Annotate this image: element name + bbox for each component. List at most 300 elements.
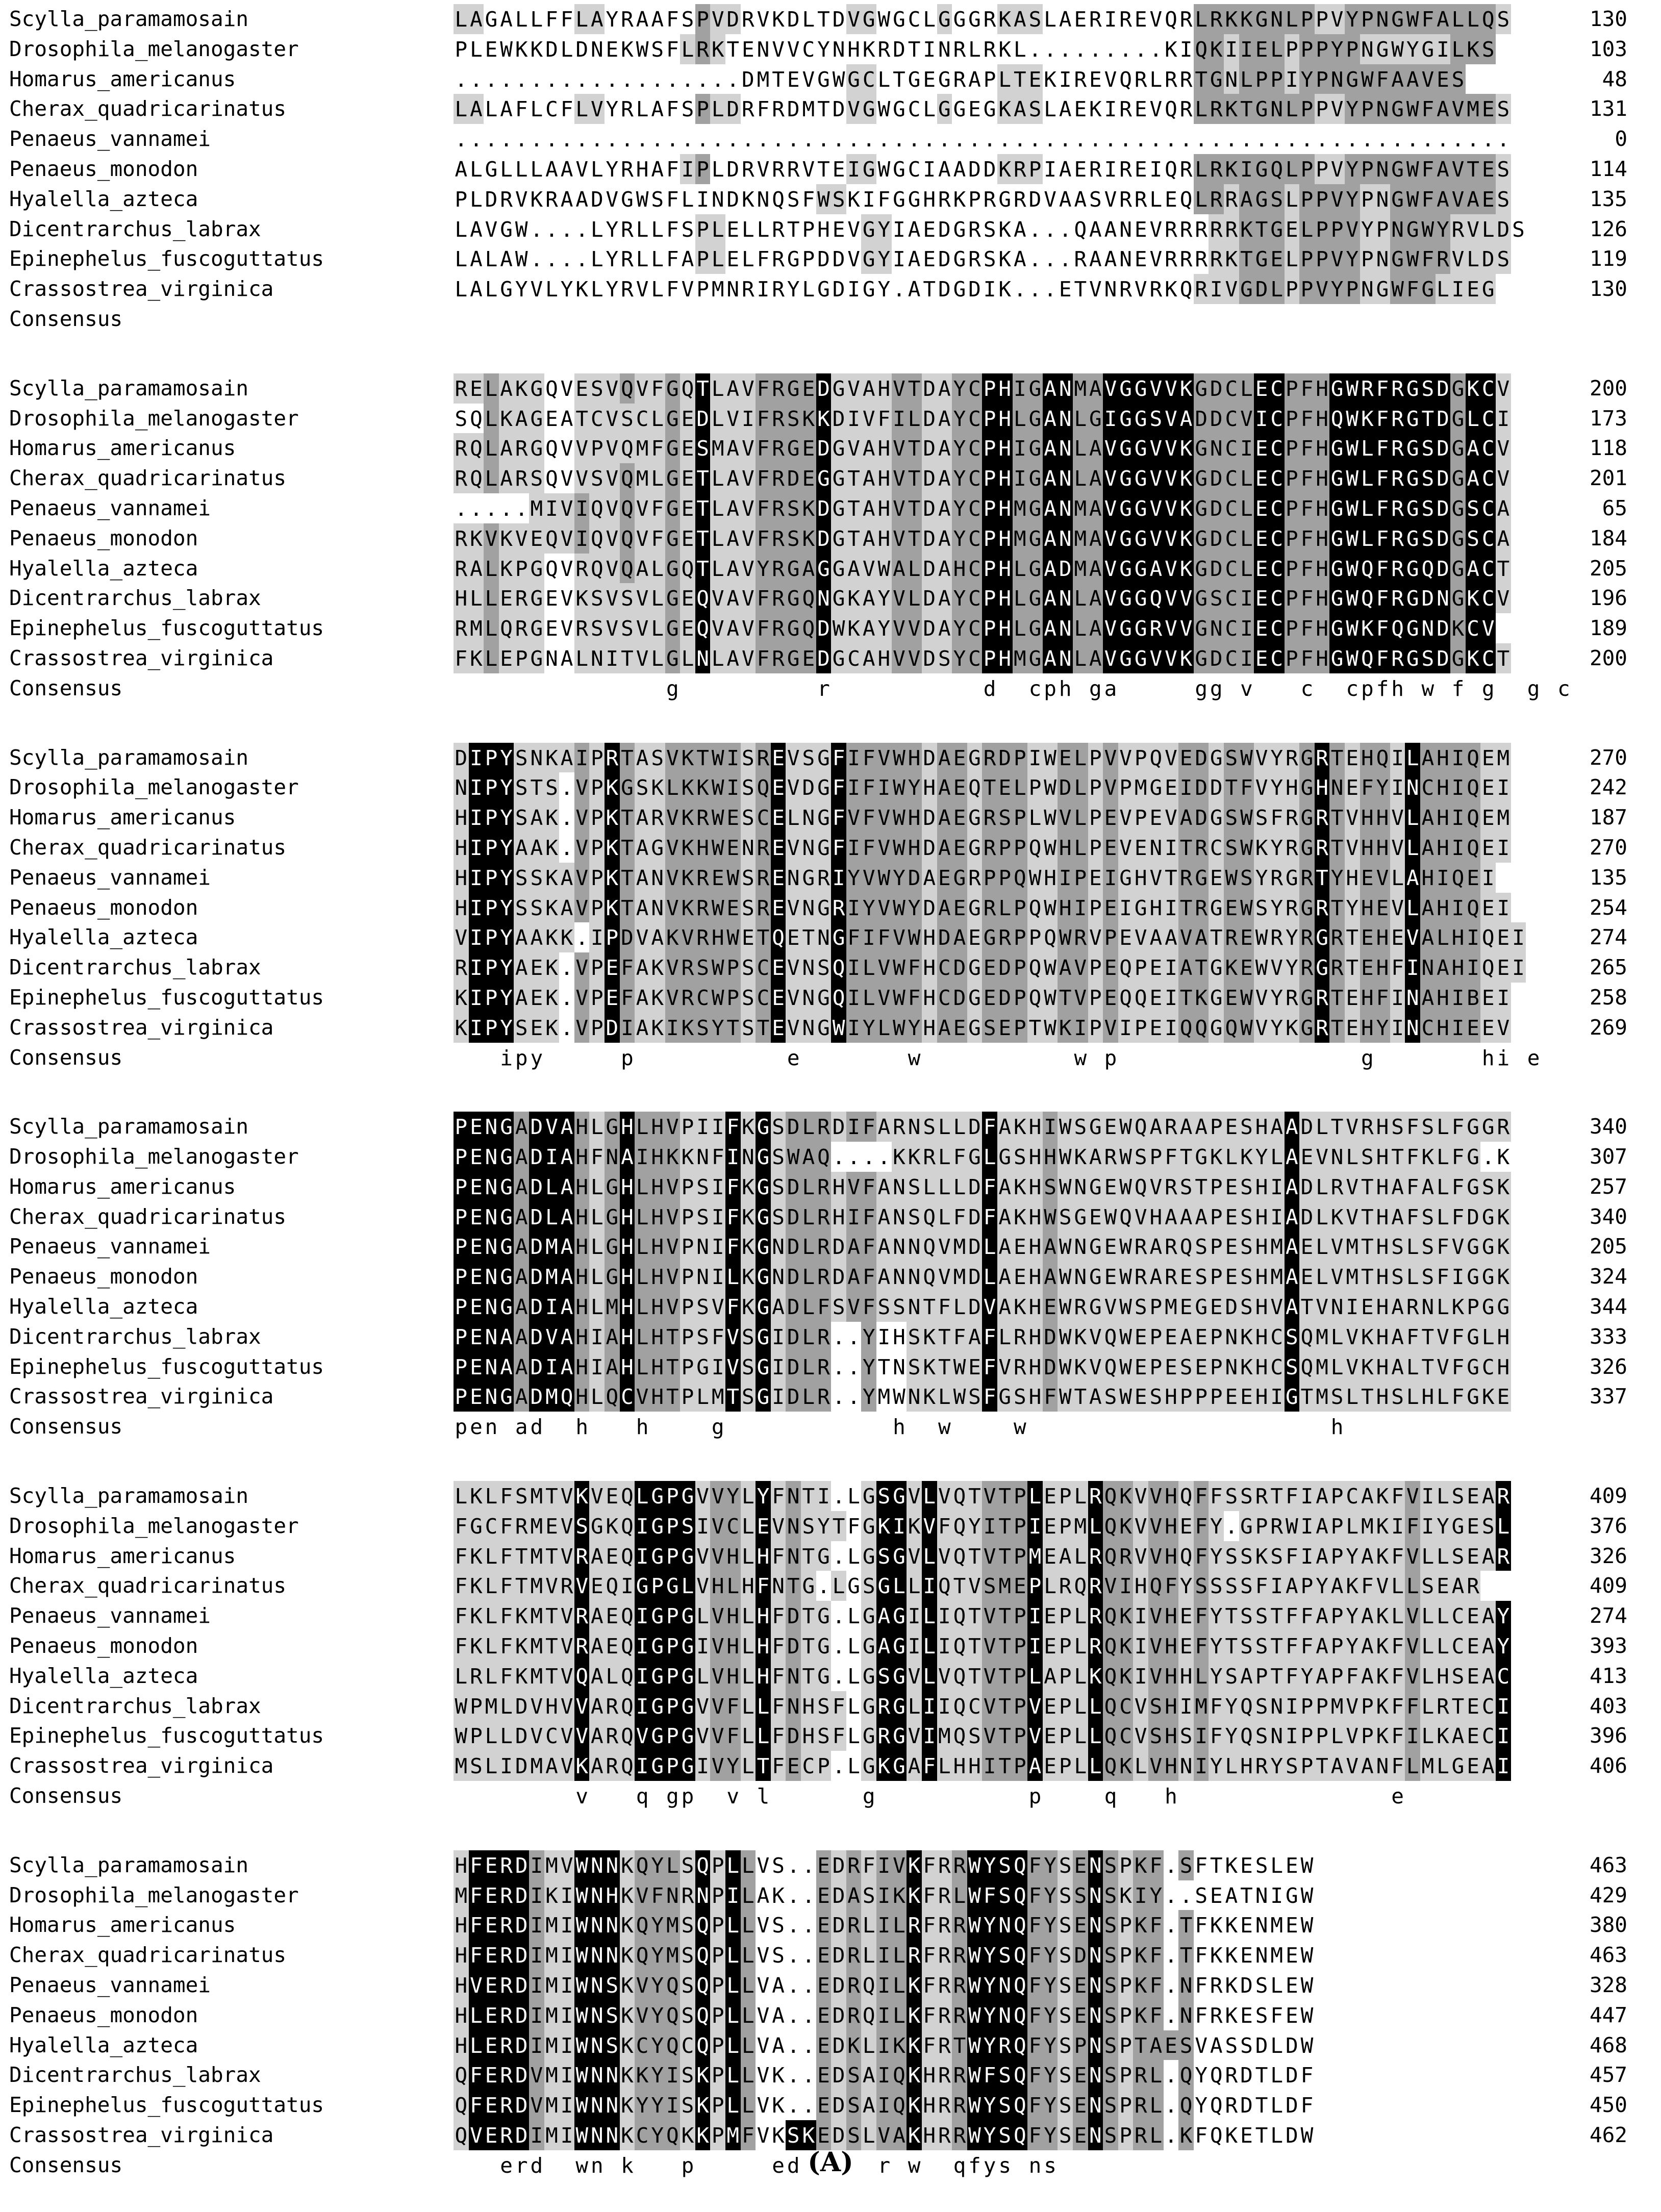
residue-cell: A: [1043, 404, 1058, 434]
residue-cell: V: [1148, 1601, 1164, 1631]
residue-cell: E: [1073, 1850, 1088, 1880]
residue-position-number: 184: [1589, 525, 1627, 550]
residue-cell: R: [545, 187, 558, 212]
residue-cell: Q: [1013, 2090, 1028, 2120]
residue-cell: A: [1194, 922, 1209, 952]
residue-cell: V: [1073, 952, 1088, 983]
residue-cell: K: [620, 1880, 635, 1911]
residue-cell: R: [605, 1751, 620, 1781]
residue-cell: E: [1103, 893, 1118, 923]
residue-cell: K: [665, 922, 681, 952]
residue-cell: L: [1269, 34, 1285, 64]
residue-cell: G: [847, 1574, 860, 1599]
residue-cell: S: [1239, 1231, 1254, 1262]
consensus-row: [0, 1043, 1661, 1073]
residue-cell: L: [922, 1172, 937, 1202]
residue-cell: G: [1420, 274, 1436, 304]
residue-cell: S: [1285, 1751, 1300, 1781]
residue-cell: I: [937, 1601, 952, 1631]
residue-cell: A: [575, 187, 589, 212]
residue-cell: F: [982, 2060, 997, 2090]
residue-cell: A: [560, 406, 573, 431]
alignment-row: [0, 34, 1661, 64]
residue-cell: K: [544, 802, 560, 833]
residue-cell: S: [1450, 1541, 1466, 1571]
residue-cell: Y: [877, 277, 891, 302]
residue-cell: E: [680, 583, 695, 613]
residue-cell: I: [574, 523, 590, 554]
residue-cell: V: [560, 586, 573, 611]
residue-cell: S: [680, 1511, 695, 1541]
residue-cell: Q: [1178, 1481, 1194, 1511]
residue-cell: V: [1103, 643, 1118, 673]
residue-cell: Y: [650, 2000, 665, 2030]
residue-cell: K: [801, 404, 816, 434]
residue-cell: L: [650, 404, 665, 434]
residue-cell: M: [1345, 1231, 1360, 1262]
residue-cell: P: [1315, 4, 1330, 34]
consensus-cell: v: [726, 1784, 740, 1809]
residue-cell: H: [741, 1571, 756, 1601]
residue-cell: G: [1405, 463, 1420, 493]
residue-cell: F: [982, 1352, 997, 1382]
residue-cell: S: [529, 463, 544, 493]
residue-cell: D: [922, 433, 937, 463]
consensus-cell: k: [621, 2153, 634, 2178]
residue-cell: S: [741, 893, 756, 923]
residue-cell: G: [665, 433, 681, 463]
residue-cell: L: [1073, 802, 1088, 833]
residue-cell: V: [892, 493, 907, 523]
residue-cell: K: [469, 1571, 484, 1601]
residue-cell: E: [1133, 1352, 1148, 1382]
residue-cell: S: [741, 1352, 756, 1382]
residue-cell: Q: [1390, 613, 1405, 643]
residue-cell: I: [1269, 1571, 1285, 1601]
residue-cell: V: [1148, 1631, 1164, 1661]
residue-cell: G: [756, 1322, 771, 1352]
residue-cell: A: [997, 1112, 1013, 1142]
residue-cell: D: [786, 1322, 801, 1352]
residue-cell: P: [1058, 1631, 1073, 1661]
residue-cell: R: [574, 554, 590, 584]
residue-cell: S: [620, 404, 635, 434]
residue-cell: L: [574, 94, 590, 124]
residue-cell: A: [1043, 523, 1058, 554]
residue-cell: R: [680, 983, 695, 1013]
residue-cell: S: [772, 1913, 785, 1938]
residue-cell: S: [695, 433, 711, 463]
residue-cell: V: [757, 2093, 770, 2118]
residue-cell: R: [952, 2090, 967, 2120]
residue-cell: .: [1104, 127, 1117, 152]
residue-cell: .: [621, 127, 634, 152]
alignment-row: [0, 983, 1661, 1013]
residue-cell: A: [1194, 1202, 1209, 1232]
taxon-label: Scylla_paramamosain: [9, 745, 248, 770]
residue-cell: G: [1027, 373, 1043, 404]
residue-cell: A: [968, 67, 981, 92]
residue-cell: A: [1285, 1142, 1300, 1172]
residue-cell: G: [605, 1262, 620, 1292]
residue-cell: R: [1209, 214, 1224, 244]
residue-cell: N: [589, 2000, 605, 2030]
consensus-cell: [1013, 1781, 1028, 1811]
consensus-cell: [1178, 1781, 1194, 1811]
residue-position-number: 396: [1589, 1723, 1627, 1748]
residue-cell: S: [786, 493, 801, 523]
residue-cell: L: [741, 2090, 756, 2120]
residue-cell: I: [469, 802, 484, 833]
residue-cell: A: [861, 2060, 876, 2090]
residue-cell: H: [725, 1601, 741, 1631]
residue-cell: T: [1496, 554, 1511, 584]
residue-cell: R: [1285, 833, 1300, 863]
residue-cell: A: [529, 922, 544, 952]
residue-cell: G: [861, 1751, 876, 1781]
residue-cell: C: [1269, 404, 1285, 434]
residue-cell: D: [952, 983, 967, 1013]
residue-cell: Q: [1103, 1322, 1118, 1352]
residue-cell: Q: [816, 1142, 832, 1172]
residue-cell: V: [559, 1751, 574, 1781]
residue-cell: M: [544, 1381, 560, 1412]
residue-cell: T: [544, 1541, 560, 1571]
residue-cell: F: [725, 1721, 741, 1751]
residue-cell: P: [1209, 1172, 1224, 1202]
residue-cell: .: [515, 67, 528, 92]
residue-cell: M: [710, 1381, 725, 1412]
residue-cell: S: [771, 1112, 786, 1142]
residue-cell: V: [757, 2003, 770, 2028]
residue-cell: L: [1436, 922, 1451, 952]
residue-cell: .: [877, 127, 891, 152]
residue-cell: W: [1300, 2003, 1314, 2028]
residue-cell: L: [605, 1661, 620, 1691]
residue-cell: F: [515, 97, 528, 122]
residue-cell: E: [469, 1112, 484, 1142]
residue-cell: L: [590, 217, 603, 242]
residue-cell: V: [1148, 523, 1164, 554]
residue-cell: S: [514, 772, 529, 802]
residue-cell: G: [1329, 493, 1345, 523]
residue-cell: F: [802, 187, 815, 212]
residue-cell: T: [725, 1013, 741, 1043]
residue-cell: V: [1103, 583, 1118, 613]
residue-cell: L: [635, 1292, 650, 1322]
residue-cell: K: [998, 37, 1012, 62]
residue-cell: G: [892, 1541, 907, 1571]
residue-cell: P: [1315, 214, 1330, 244]
residue-cell: V: [1133, 1691, 1148, 1721]
consensus-cell: [1239, 1781, 1254, 1811]
residue-cell: R: [772, 157, 785, 182]
residue-cell: I: [529, 1850, 544, 1880]
residue-cell: G: [953, 97, 966, 122]
residue-cell: G: [1329, 523, 1345, 554]
residue-cell: .: [1044, 277, 1056, 302]
residue-cell: N: [605, 2090, 620, 2120]
residue-cell: A: [635, 554, 650, 584]
residue-cell: S: [741, 1381, 756, 1412]
residue-cell: S: [1209, 583, 1224, 613]
residue-cell: V: [710, 1661, 725, 1691]
residue-cell: Q: [665, 2120, 681, 2150]
sequence-residues: [454, 983, 1511, 1013]
residue-cell: K: [907, 2030, 922, 2060]
residue-cell: G: [499, 1172, 514, 1202]
residue-cell: D: [786, 1112, 801, 1142]
residue-cell: W: [832, 67, 845, 92]
residue-cell: F: [922, 1751, 937, 1781]
residue-cell: D: [1496, 214, 1511, 244]
residue-cell: V: [876, 743, 892, 773]
residue-cell: Y: [907, 893, 922, 923]
residue-cell: F: [982, 1112, 997, 1142]
residue-cell: F: [1194, 1541, 1209, 1571]
residue-cell: A: [1178, 952, 1194, 983]
residue-cell: H: [454, 2030, 469, 2060]
residue-cell: W: [1118, 1112, 1134, 1142]
residue-cell: G: [1480, 1262, 1496, 1292]
residue-cell: E: [1240, 1853, 1253, 1878]
residue-cell: W: [574, 1880, 590, 1911]
residue-cell: G: [967, 1013, 983, 1043]
residue-cell: V: [665, 983, 681, 1013]
residue-cell: N: [1255, 1913, 1268, 1938]
residue-cell: E: [605, 1541, 620, 1571]
residue-cell: .: [1028, 37, 1042, 62]
residue-cell: L: [1073, 433, 1088, 463]
consensus-cell: h: [1059, 676, 1072, 701]
residue-cell: G: [876, 1571, 892, 1601]
residue-cell: N: [757, 37, 770, 62]
residue-cell: H: [876, 643, 892, 673]
residue-cell: I: [469, 983, 484, 1013]
residue-cell: F: [982, 1202, 997, 1232]
residue-cell: K: [499, 523, 514, 554]
residue-cell: Q: [1420, 554, 1436, 584]
residue-cell: L: [1285, 94, 1300, 124]
residue-cell: H: [756, 1541, 771, 1571]
residue-cell: E: [1043, 1751, 1058, 1781]
residue-cell: N: [757, 187, 770, 212]
residue-cell: S: [605, 2030, 620, 2060]
residue-cell: N: [892, 1202, 907, 1232]
residue-cell: I: [589, 1352, 605, 1382]
residue-cell: D: [922, 613, 937, 643]
residue-cell: Y: [650, 1970, 665, 2000]
residue-cell: Q: [695, 1850, 711, 1880]
residue-cell: V: [1148, 1172, 1164, 1202]
residue-cell: .: [1044, 127, 1056, 152]
consensus-cell: [589, 1781, 605, 1811]
consensus-cell: [922, 1412, 937, 1442]
residue-cell: W: [454, 1721, 469, 1751]
residue-cell: D: [786, 1262, 801, 1292]
residue-cell: T: [1390, 1142, 1405, 1172]
residue-cell: P: [1133, 743, 1148, 773]
residue-cell: D: [831, 1231, 846, 1262]
residue-cell: F: [1148, 1970, 1164, 2000]
residue-cell: I: [1239, 34, 1254, 64]
residue-cell: R: [469, 1661, 484, 1691]
residue-cell: L: [635, 1322, 650, 1352]
residue-cell: D: [816, 523, 832, 554]
residue-cell: F: [560, 97, 573, 122]
residue-cell: F: [469, 2090, 484, 2120]
residue-cell: V: [559, 1631, 574, 1661]
residue-cell: G: [982, 922, 997, 952]
residue-cell: F: [725, 1691, 741, 1721]
residue-cell: R: [816, 1231, 832, 1262]
residue-cell: T: [846, 463, 862, 493]
residue-cell: D: [831, 1910, 846, 1940]
residue-cell: S: [1103, 1940, 1118, 1970]
residue-cell: Y: [1209, 1511, 1224, 1541]
consensus-cell: [1269, 1781, 1285, 1811]
residue-cell: P: [710, 2120, 725, 2150]
residue-cell: F: [666, 157, 679, 182]
residue-cell: Y: [1345, 893, 1360, 923]
residue-cell: Q: [1466, 772, 1481, 802]
residue-cell: G: [680, 1631, 695, 1661]
residue-cell: Y: [650, 2090, 665, 2120]
residue-cell: .: [455, 67, 468, 92]
residue-cell: F: [1405, 1202, 1420, 1232]
consensus-cell: [1299, 1781, 1315, 1811]
residue-cell: P: [1329, 1631, 1345, 1661]
residue-cell: L: [741, 1661, 756, 1691]
residue-cell: F: [1299, 523, 1315, 554]
residue-cell: A: [937, 433, 952, 463]
residue-cell: V: [544, 1112, 560, 1142]
residue-cell: S: [1224, 802, 1239, 833]
residue-cell: A: [772, 1973, 785, 1998]
residue-cell: G: [485, 157, 498, 182]
residue-cell: I: [710, 1202, 725, 1232]
residue-cell: H: [922, 922, 937, 952]
residue-cell: A: [559, 1231, 574, 1262]
residue-cell: T: [1178, 1910, 1194, 1940]
residue-cell: K: [997, 94, 1013, 124]
residue-cell: L: [500, 157, 513, 182]
consensus-cell: [786, 673, 801, 703]
residue-cell: .: [847, 1354, 860, 1379]
residue-cell: D: [529, 1381, 544, 1412]
residue-cell: .: [575, 127, 589, 152]
residue-cell: Q: [1165, 97, 1177, 122]
residue-cell: .: [1481, 1145, 1495, 1170]
residue-cell: R: [1315, 1013, 1330, 1043]
residue-cell: R: [1390, 404, 1405, 434]
residue-cell: L: [1315, 1231, 1330, 1262]
residue-cell: G: [1345, 64, 1360, 94]
residue-cell: L: [1027, 1661, 1043, 1691]
residue-cell: N: [484, 1112, 499, 1142]
residue-cell: R: [1390, 643, 1405, 673]
residue-cell: P: [1118, 1970, 1134, 2000]
residue-cell: R: [1013, 154, 1028, 184]
residue-cell: H: [620, 1292, 635, 1322]
residue-cell: G: [1466, 1112, 1481, 1142]
residue-cell: N: [665, 1880, 681, 1911]
residue-cell: R: [1329, 1172, 1345, 1202]
residue-cell: R: [772, 217, 785, 242]
residue-cell: E: [1285, 1853, 1298, 1878]
residue-cell: L: [1270, 2063, 1283, 2088]
residue-cell: S: [1390, 1231, 1405, 1262]
residue-cell: R: [952, 1940, 967, 1970]
residue-cell: G: [861, 1511, 876, 1541]
residue-cell: .: [530, 127, 543, 152]
residue-cell: N: [1269, 4, 1285, 34]
residue-cell: R: [967, 863, 983, 893]
residue-cell: C: [1224, 523, 1239, 554]
residue-cell: A: [997, 1231, 1013, 1262]
residue-cell: H: [1375, 922, 1390, 952]
consensus-cell: [725, 1043, 741, 1073]
residue-cell: T: [1224, 1631, 1239, 1661]
sequence-residues: [454, 1751, 1511, 1781]
residue-cell: A: [876, 1202, 892, 1232]
residue-cell: P: [1118, 772, 1134, 802]
residue-cell: .: [832, 1634, 845, 1659]
residue-cell: I: [635, 1142, 650, 1172]
alignment-row: [0, 643, 1661, 673]
residue-cell: .: [832, 1754, 845, 1779]
residue-cell: E: [832, 157, 845, 182]
residue-cell: C: [1480, 554, 1496, 584]
residue-cell: T: [831, 1511, 846, 1541]
residue-cell: H: [650, 1262, 665, 1292]
residue-cell: F: [1194, 1511, 1209, 1541]
residue-cell: N: [1329, 1292, 1345, 1322]
consensus-cell: [1329, 1043, 1345, 1073]
residue-cell: E: [484, 2030, 499, 2060]
residue-cell: S: [1224, 1571, 1239, 1601]
residue-cell: S: [1027, 4, 1043, 34]
residue-cell: Y: [1269, 983, 1285, 1013]
residue-cell: V: [1390, 833, 1405, 863]
residue-cell: T: [1194, 952, 1209, 983]
residue-cell: Q: [922, 1231, 937, 1262]
residue-cell: Q: [1103, 1721, 1118, 1751]
residue-cell: G: [1466, 1262, 1481, 1292]
residue-cell: .: [1119, 37, 1132, 62]
sequence-residues: [454, 1381, 1511, 1412]
residue-cell: N: [893, 1354, 905, 1379]
residue-cell: I: [876, 2060, 892, 2090]
residue-cell: G: [831, 554, 846, 584]
residue-cell: A: [937, 743, 952, 773]
residue-cell: P: [1013, 1601, 1028, 1631]
residue-cell: N: [1178, 1751, 1194, 1781]
residue-cell: H: [574, 1381, 590, 1412]
residue-cell: G: [756, 1262, 771, 1292]
residue-cell: P: [1058, 1481, 1073, 1511]
residue-cell: H: [756, 1661, 771, 1691]
residue-cell: R: [952, 2120, 967, 2150]
residue-cell: P: [1118, 2030, 1134, 2060]
consensus-cell: [861, 1043, 876, 1073]
residue-cell: S: [1255, 1973, 1268, 1998]
residue-cell: H: [454, 2000, 469, 2030]
residue-cell: G: [1480, 1231, 1496, 1262]
residue-cell: A: [589, 1631, 605, 1661]
residue-cell: .: [1165, 2003, 1177, 2028]
residue-cell: S: [1224, 1661, 1239, 1691]
